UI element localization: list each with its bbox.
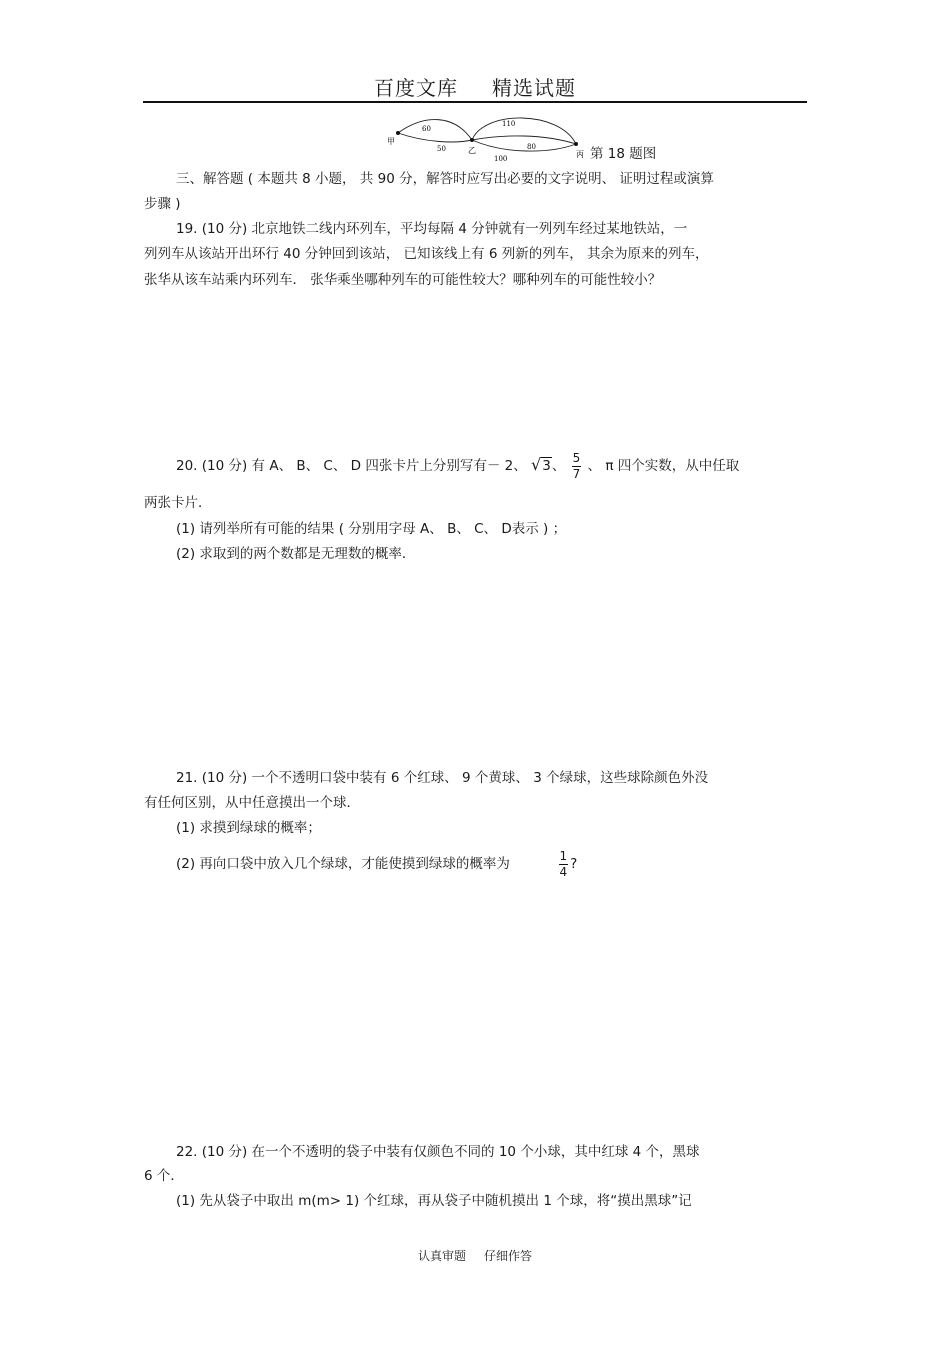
header-rule (143, 101, 807, 103)
footer-left: 认真审题 (417, 1249, 466, 1263)
q21-fraction (559, 849, 569, 880)
edge-lower-left (398, 133, 472, 142)
q22-line2: 6 个． (144, 1168, 184, 1184)
q22-line1: 22. (10 分) 在一个不透明的袋子中装有仅颜色不同的 10 个小球，其中红球 4 个，黑球 (176, 1144, 700, 1160)
edge-label-60: 60 (422, 125, 431, 133)
q21-part2 (176, 847, 577, 881)
q19-line1: 19. (10 分) 北京地铁二线内环列车，平均每隔 4 分钟就有一列列车经过某地铁站，一 (176, 221, 688, 237)
fraction-numerator: 5 (572, 450, 581, 465)
edge-label-50: 50 (437, 145, 446, 153)
q20-part1: (1) 请列举所有可能的结果 ( 分别用字母 A、 B、 C、 D表示 ) ； (176, 521, 567, 537)
q21-line1: 21. (10 分) 一个不透明口袋中装有 6 个红球、 9 个黄球、 3 个绿球，这些球除颜色外没 (176, 770, 709, 786)
q20-part2: (2) 求取到的两个数都是无理数的概率． (176, 546, 416, 562)
section3-line1: 三、解答题 ( 本题共 8 小题， 共 90 分，解答时应写出必要的文字说明、 证明过程或演算 (176, 171, 714, 187)
edge-mid-right (472, 136, 576, 144)
edge-upper-left (398, 120, 472, 140)
q20-sep1: 、 (551, 458, 566, 474)
node-a-label: 甲 (387, 137, 395, 146)
sqrt-sign: √ (531, 455, 542, 474)
header-left: 百度文库 (374, 76, 458, 100)
node-b-dot (470, 138, 474, 142)
node-b-label: 乙 (468, 146, 476, 155)
fraction-denominator: 7 (572, 466, 581, 481)
fraction-denominator: 4 (559, 864, 568, 879)
footer-right: 仔细作答 (484, 1249, 533, 1263)
node-c-label: 丙 (576, 150, 584, 159)
q20-sqrt3 (531, 448, 552, 483)
q20-suffix: 、 π 四个实数，从中任取 (587, 458, 740, 474)
figure-caption: 第 18 题图 (590, 146, 657, 162)
q21-part2-suffix: ? (570, 856, 578, 872)
page-footer (0, 1247, 950, 1264)
q20-prefix: 20. (10 分) 有 A、 B、 C、 D 四张卡片上分别写有－ 2、 (176, 458, 527, 474)
edge-label-100: 100 (494, 155, 508, 163)
q20-fraction (572, 451, 582, 482)
q20-line1 (176, 448, 739, 483)
q19-line3: 张华从该车站乘内环列车． 张华乘坐哪种列车的可能性较大？哪种列车的可能性较小？ (144, 272, 662, 288)
q21-part2-prefix: (2) 再向口袋中放入几个绿球，才能使摸到绿球的概率为 (176, 856, 510, 872)
q19-line2: 列列车从该站开出环行 40 分钟回到该站， 已知该线上有 6 列新的列车， 其余为原来的列车， (144, 246, 709, 262)
fraction-numerator: 1 (559, 848, 568, 863)
section3-line2: 步骤 ) (144, 196, 181, 212)
q20-line2: 两张卡片． (144, 495, 212, 511)
header-right: 精选试题 (492, 76, 576, 100)
q21-part1: (1) 求摸到绿球的概率； (176, 820, 321, 836)
edge-bottom-right (472, 140, 576, 151)
edge-label-110: 110 (502, 120, 516, 128)
node-c-dot (574, 142, 578, 146)
edge-label-80: 80 (527, 143, 536, 151)
route-diagram (384, 112, 590, 164)
sqrt-radicand: 3 (542, 458, 551, 474)
page-header (0, 72, 950, 101)
q22-part1: (1) 先从袋子中取出 m(m> 1) 个红球，再从袋子中随机摸出 1 个球，将“摸出黑球”记 (176, 1193, 692, 1209)
node-a-dot (396, 131, 400, 135)
q21-line2: 有任何区别，从中任意摸出一个球． (144, 795, 360, 811)
